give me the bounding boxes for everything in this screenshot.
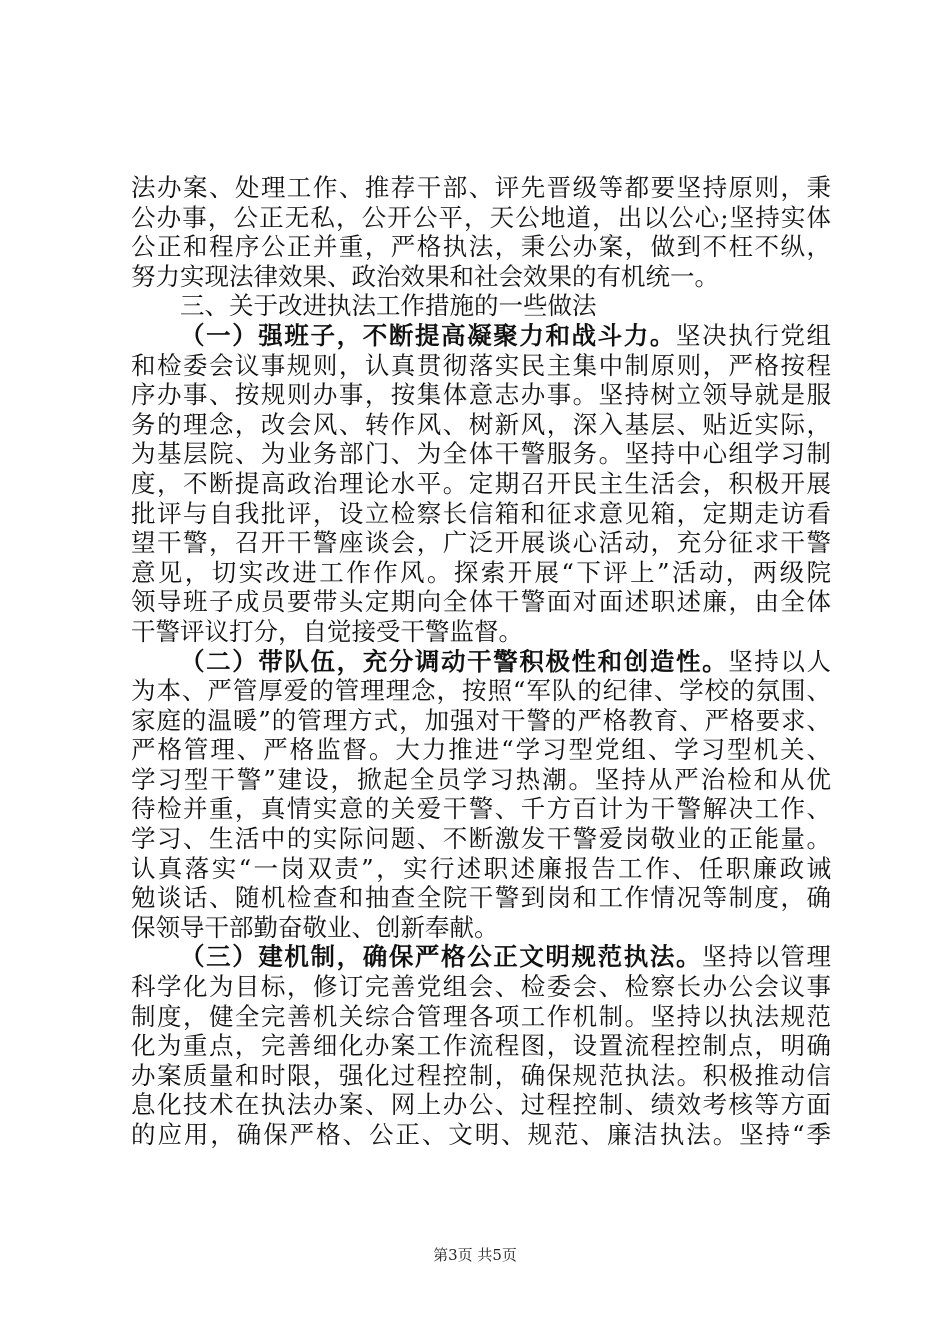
text-line: 办案质量和时限，强化过程控制，确保规范执法。积极推动信 [131,1060,831,1090]
text-line: 为基层院、为业务部门、为全体干警服务。坚持中心组学习制 [131,439,831,469]
text-line: 学习、生活中的实际问题、不断激发干警爱岗敬业的正能量。 [131,824,831,854]
text-line: 科学化为目标，修订完善党组会、检委会、检察长办公会议事 [131,972,831,1002]
paragraph-first-line [131,942,831,972]
text-line: 望干警，召开干警座谈会，广泛开展谈心活动，充分征求干警 [131,528,831,558]
text-line: 化为重点，完善细化办案工作流程图，设置流程控制点，明确 [131,1031,831,1061]
text-line: 批评与自我批评，设立检察长信箱和征求意见箱，定期走访看 [131,498,831,528]
text-line: 制度，健全完善机关综合管理各项工作机制。坚持以执法规范 [131,1001,831,1031]
text-line: 法办案、处理工作、推荐干部、评先晋级等都要坚持原则，秉 [131,173,831,202]
text-line: 领导班子成员要带头定期向全体干警面对面述职述廉，由全体 [131,587,831,617]
paragraph-first-line [131,647,831,677]
paragraph-lead-text: 坚持以人 [728,646,831,676]
paragraph-lead-bold: （三）建机制，确保严格公正文明规范执法。 [180,942,703,972]
paragraph-lead-text: 坚持以管理 [702,942,832,972]
text-line: 意见，切实改进工作作风。探索开展“下评上”活动，两级院 [131,557,831,587]
text-line: 和检委会议事规则，认真贯彻落实民主集中制原则，严格按程 [131,350,831,380]
text-line: 为本、严管厚爱的管理理念，按照“军队的纪律、学校的氛围、 [131,676,831,706]
text-line: 的应用，确保严格、公正、文明、规范、廉洁执法。坚持“季 [131,1120,831,1149]
text-line: 认真落实“一岗双责”，实行述职述廉报告工作、任职廉政诫 [131,853,831,883]
text-line: 公正和程序公正并重，严格执法，秉公办案，做到不枉不纵， [131,232,831,262]
text-line: 严格管理、严格监督。大力推进“学习型党组、学习型机关、 [131,735,831,765]
text-line: 学习型干警”建设，掀起全员学习热潮。坚持从严治检和从优 [131,764,831,794]
text-line: 努力实现法律效果、政治效果和社会效果的有机统一。 [131,261,719,291]
text-line: 待检并重，真情实意的关爱干警、千方百计为干警解决工作、 [131,794,831,824]
text-line: 保领导干部勤奋敬业、创新奉献。 [131,912,499,942]
text-line: 度，不断提高政治理论水平。定期召开民主生活会，积极开展 [131,468,831,498]
paragraph-lead-text: 坚决执行党组 [675,320,832,350]
page-number-footer: 第3页 共5页 [433,1246,517,1264]
text-line: 息化技术在执法办案、网上办公、过程控制、绩效考核等方面 [131,1090,831,1120]
paragraph-first-line [131,321,831,351]
paragraph-lead-bold: （一）强班子，不断提高凝聚力和战斗力。 [180,320,676,350]
text-line: 公办事，公正无私，公开公平，天公地道，出以公心;坚持实体 [131,202,831,232]
text-line: 家庭的温暖”的管理方式，加强对干警的严格教育、严格要求、 [131,705,831,735]
text-line: 干警评议打分，自觉接受干警监督。 [131,616,523,646]
paragraph-lead-bold: （二）带队伍，充分调动干警积极性和创造性。 [180,646,729,676]
text-line: 务的理念，改会风、转作风、树新风，深入基层、贴近实际， [131,409,831,439]
text-line: 序办事、按规则办事，按集体意志办事。坚持树立领导就是服 [131,380,831,410]
document-body [131,173,831,1150]
section-heading: 三、关于改进执法工作措施的一些做法 [180,291,597,321]
text-line: 勉谈话、随机检查和抽查全院干警到岗和工作情况等制度，确 [131,883,831,913]
